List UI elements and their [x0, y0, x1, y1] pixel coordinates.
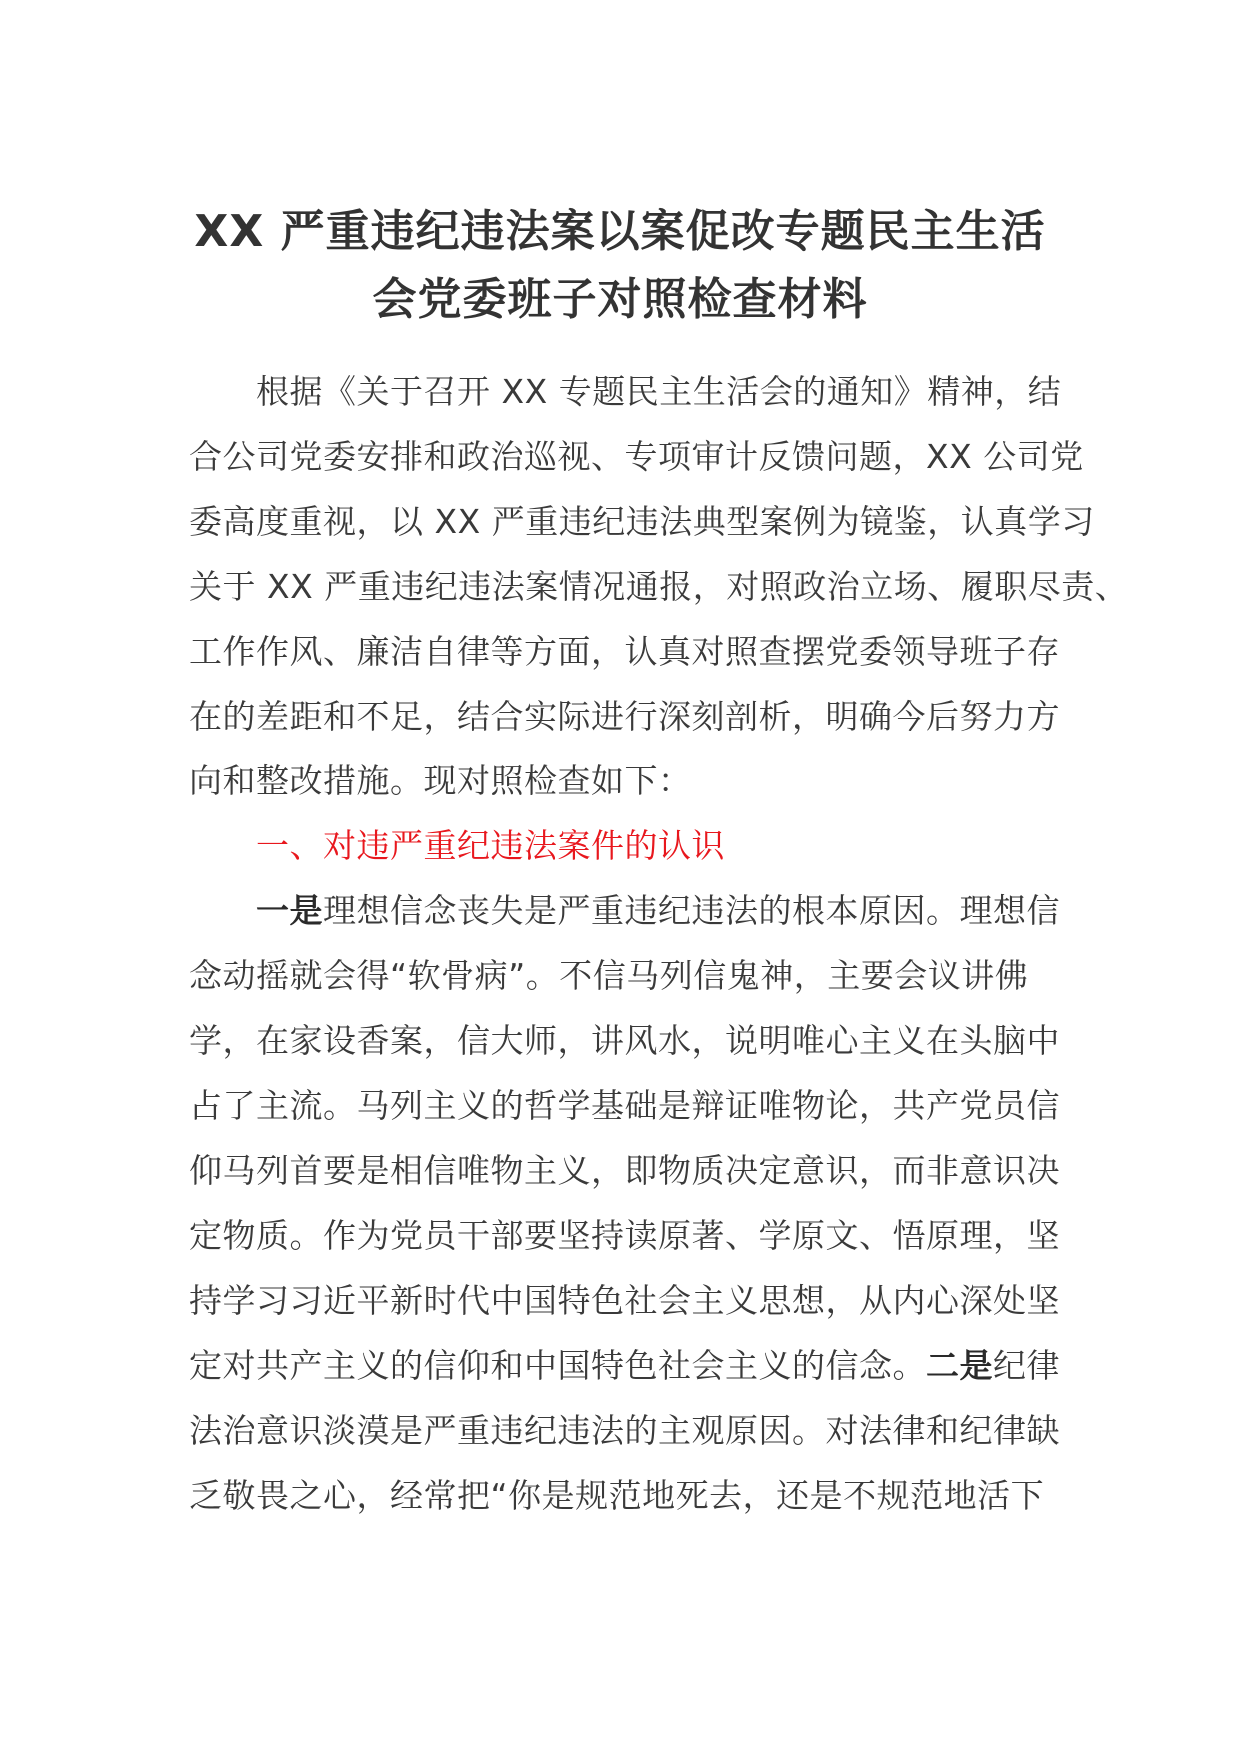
point-2-line-2: 法治意识淡漠是严重违纪违法的主观原因。对法律和纪律缺 [189, 1411, 1060, 1450]
point-1-first-line [256, 891, 1060, 931]
point-1-line-2: 念动摇就会得“软骨病”。不信马列信鬼神，主要会议讲佛 [189, 956, 1029, 995]
title-line-2: 会党委班子对照检查材料 [372, 274, 868, 325]
point-1-line-5: 仰马列首要是相信唯物主义，即物质决定意识，而非意识决 [189, 1151, 1060, 1190]
point-1-line-3: 学，在家设香案，信大师，讲风水，说明唯心主义在头脑中 [189, 1021, 1060, 1060]
section-heading-1: 一、对违严重纪违法案件的认识 [256, 826, 725, 865]
point-2-line-3: 乏敬畏之心，经常把“你是规范地死去，还是不规范地活下 [189, 1476, 1045, 1515]
point-1-last-text: 定对共产主义的信仰和中国特色社会主义的信念。 [189, 1346, 926, 1385]
point-1-label: 一是 [256, 891, 323, 930]
point-2-first-text: 纪律 [993, 1346, 1060, 1385]
point-1-last-line [189, 1346, 1060, 1386]
intro-line-5: 工作作风、廉洁自律等方面，认真对照查摆党委领导班子存 [189, 632, 1060, 671]
point-1-line-4: 占了主流。马列主义的哲学基础是辩证唯物论，共产党员信 [189, 1086, 1060, 1125]
point-2-label: 二是 [926, 1346, 993, 1385]
document-title [0, 198, 1240, 334]
intro-line-7: 向和整改措施。现对照检查如下： [189, 761, 692, 800]
point-1-first-text: 理想信念丧失是严重违纪违法的根本原因。理想信 [323, 891, 1060, 930]
point-1-line-6: 定物质。作为党员干部要坚持读原著、学原文、悟原理，坚 [189, 1216, 1060, 1255]
intro-line-3: 委高度重视，以 XX 严重违纪违法典型案例为镜鉴，认真学习 [189, 502, 1095, 541]
intro-line-6: 在的差距和不足，结合实际进行深刻剖析，明确今后努力方 [189, 697, 1060, 736]
intro-line-4: 关于 XX 严重违纪违法案情况通报，对照政治立场、履职尽责、 [189, 567, 1129, 606]
title-line-1: XX 严重违纪违法案以案促改专题民主生活 [194, 206, 1046, 257]
intro-line-1: 根据《关于召开 XX 专题民主生活会的通知》精神，结 [256, 372, 1062, 411]
point-1-line-7: 持学习习近平新时代中国特色社会主义思想，从内心深处坚 [189, 1281, 1060, 1320]
intro-line-2: 合公司党委安排和政治巡视、专项审计反馈问题，XX 公司党 [189, 437, 1084, 476]
